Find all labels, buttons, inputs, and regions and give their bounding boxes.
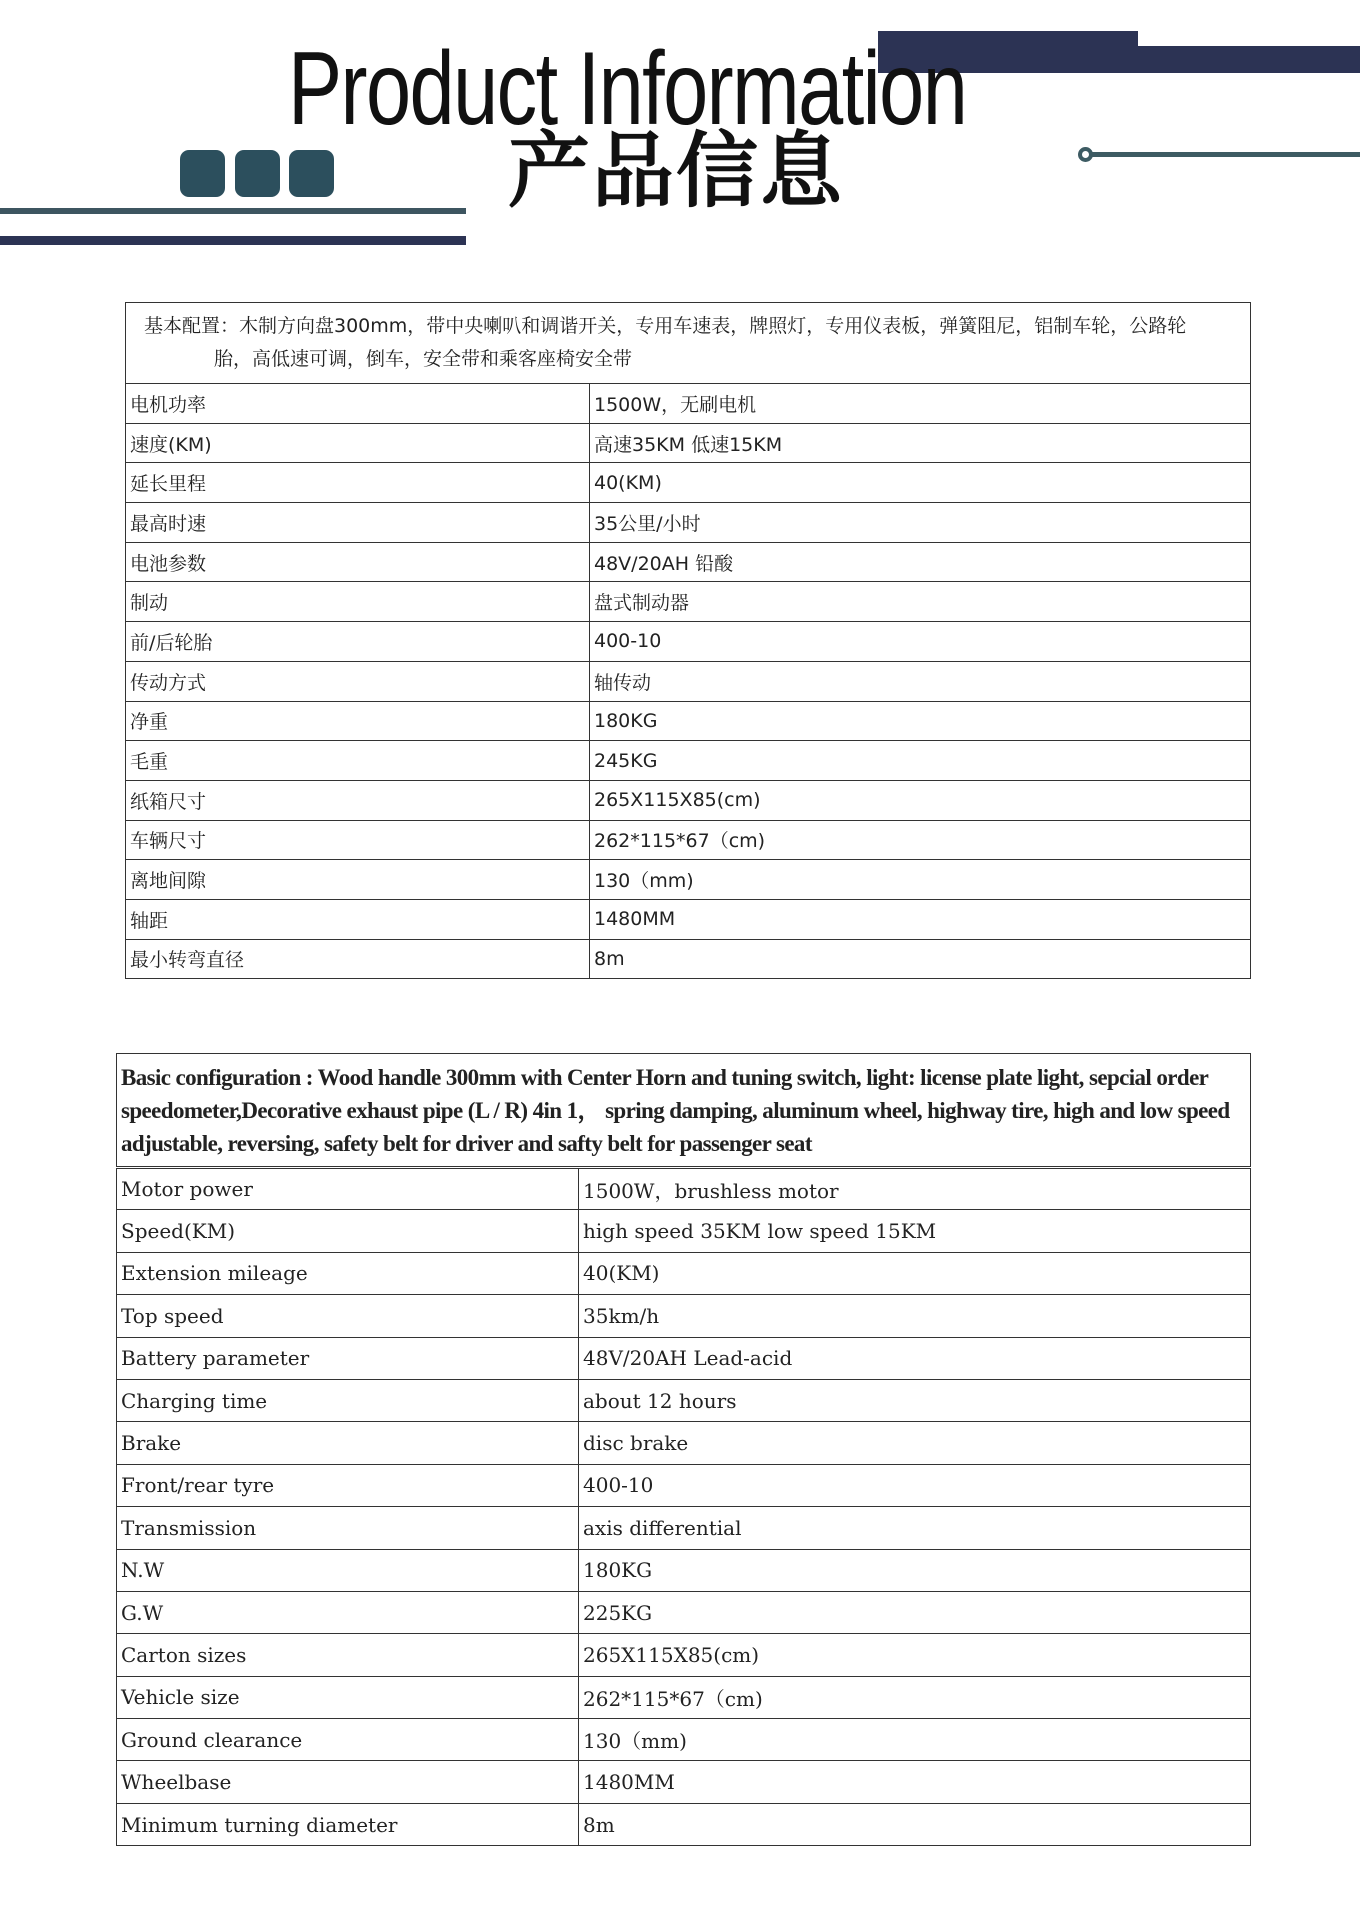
- table-row: [117, 1422, 1251, 1464]
- spec-label: Top speed: [117, 1295, 579, 1337]
- table-row: [126, 503, 1251, 543]
- spec-label: Ground clearance: [117, 1719, 579, 1761]
- table-row: [117, 1379, 1251, 1421]
- table-row: [117, 1252, 1251, 1294]
- spec-value: axis differential: [579, 1507, 1251, 1549]
- spec-label: 电机功率: [126, 384, 590, 424]
- spec-value: 48V/20AH Lead-acid: [579, 1337, 1251, 1379]
- table-row: [126, 939, 1251, 979]
- spec-value: 轴传动: [590, 661, 1251, 701]
- spec-value: 180KG: [579, 1549, 1251, 1591]
- spec-label: 速度(KM): [126, 423, 590, 463]
- table-row: [117, 1803, 1251, 1845]
- spec-label: 轴距: [126, 899, 590, 939]
- spec-value: 8m: [590, 939, 1251, 979]
- square-decoration: [180, 150, 225, 197]
- table-row: [126, 780, 1251, 820]
- spec-value: disc brake: [579, 1422, 1251, 1464]
- spec-label: G.W: [117, 1591, 579, 1633]
- spec-value: 40(KM): [579, 1252, 1251, 1294]
- table-row: [117, 1168, 1251, 1210]
- spec-value: 400-10: [590, 622, 1251, 662]
- table-row: [126, 899, 1251, 939]
- spec-label: Carton sizes: [117, 1634, 579, 1676]
- spec-value: 225KG: [579, 1591, 1251, 1633]
- spec-label: 净重: [126, 701, 590, 741]
- spec-value: 高速35KM 低速15KM: [590, 423, 1251, 463]
- spec-label: 最高时速: [126, 503, 590, 543]
- basic-config-cell: [126, 303, 1251, 384]
- table-row: [117, 1210, 1251, 1252]
- square-decoration: [235, 150, 280, 197]
- spec-value: 1500W，brushless motor: [579, 1168, 1251, 1210]
- spec-value: about 12 hours: [579, 1379, 1251, 1421]
- spec-value: 130（mm): [579, 1719, 1251, 1761]
- table-row: [126, 582, 1251, 622]
- spec-label: Minimum turning diameter: [117, 1803, 579, 1845]
- teal-line-decoration-left: [0, 208, 466, 214]
- table-row: [126, 860, 1251, 900]
- spec-table-chinese: [125, 302, 1251, 979]
- spec-value: high speed 35KM low speed 15KM: [579, 1210, 1251, 1252]
- spec-label: Transmission: [117, 1507, 579, 1549]
- table-row: [126, 820, 1251, 860]
- table-row: [117, 1295, 1251, 1337]
- table-row: [126, 542, 1251, 582]
- spec-value: 245KG: [590, 741, 1251, 781]
- table-row: [126, 384, 1251, 424]
- basic-config-text-cont: 胎，高低速可调，倒车，安全带和乘客座椅安全带: [214, 348, 633, 370]
- spec-table-english: [116, 1053, 1251, 1846]
- spec-label: 车辆尺寸: [126, 820, 590, 860]
- page-title-chinese: 产品信息: [508, 124, 845, 219]
- spec-label: Vehicle size: [117, 1676, 579, 1718]
- spec-label: 延长里程: [126, 463, 590, 503]
- spec-label: Wheelbase: [117, 1761, 579, 1803]
- table-row: [117, 1676, 1251, 1718]
- table-row: [126, 661, 1251, 701]
- table-row: [126, 701, 1251, 741]
- table-row: [117, 1464, 1251, 1506]
- spec-label: 电池参数: [126, 542, 590, 582]
- basic-config-text: Basic configuration : Wood handle 300mm with Center Horn and tuning switch, light: license plate light, sepcial order speedometer,Decorative exhaust pipe (L / R) 4in 1， spring damping, aluminum wheel, highway tire, high and low speed adjustable, reversing, safety belt for driver and safty belt for passenger seat: [121, 1064, 1230, 1156]
- spec-label: 离地间隙: [126, 860, 590, 900]
- spec-label: 前/后轮胎: [126, 622, 590, 662]
- spec-value: 35km/h: [579, 1295, 1251, 1337]
- table-row: [117, 1507, 1251, 1549]
- teal-line-decoration: [1092, 152, 1360, 157]
- table-row: [117, 1761, 1251, 1803]
- spec-value: 1500W，无刷电机: [590, 384, 1251, 424]
- navy-banner-decoration-step: [1100, 46, 1360, 73]
- spec-label: 制动: [126, 582, 590, 622]
- spec-value: 1480MM: [579, 1761, 1251, 1803]
- spec-label: 纸箱尺寸: [126, 780, 590, 820]
- spec-value: 1480MM: [590, 899, 1251, 939]
- table-row: [126, 463, 1251, 503]
- circle-decoration: [1078, 147, 1093, 162]
- table-row: [126, 423, 1251, 463]
- spec-label: Front/rear tyre: [117, 1464, 579, 1506]
- spec-label: Brake: [117, 1422, 579, 1464]
- spec-value: 48V/20AH 铅酸: [590, 542, 1251, 582]
- basic-config-text: 基本配置：木制方向盘300mm，带中央喇叭和调谐开关，专用车速表，牌照灯，专用仪表板，弹簧阻尼，铝制车轮，公路轮: [144, 315, 1187, 337]
- spec-value: 265X115X85(cm): [579, 1634, 1251, 1676]
- table-row: [126, 622, 1251, 662]
- spec-label: Charging time: [117, 1379, 579, 1421]
- spec-label: 最小转弯直径: [126, 939, 590, 979]
- table-row: [117, 1591, 1251, 1633]
- square-decoration: [289, 150, 334, 197]
- table-row: [126, 741, 1251, 781]
- spec-value: 35公里/小时: [590, 503, 1251, 543]
- spec-label: 传动方式: [126, 661, 590, 701]
- spec-label: Extension mileage: [117, 1252, 579, 1294]
- basic-config-cell: [117, 1054, 1251, 1168]
- table-row: [117, 1337, 1251, 1379]
- table-row: [117, 1634, 1251, 1676]
- spec-value: 40(KM): [590, 463, 1251, 503]
- spec-value: 265X115X85(cm): [590, 780, 1251, 820]
- page-title-english: Product Information: [288, 31, 967, 147]
- navy-line-decoration-left: [0, 236, 466, 245]
- spec-value: 400-10: [579, 1464, 1251, 1506]
- spec-value: 262*115*67（cm): [590, 820, 1251, 860]
- table-row: [117, 1549, 1251, 1591]
- spec-value: 8m: [579, 1803, 1251, 1845]
- spec-value: 262*115*67（cm): [579, 1676, 1251, 1718]
- spec-label: N.W: [117, 1549, 579, 1591]
- spec-label: Speed(KM): [117, 1210, 579, 1252]
- spec-label: 毛重: [126, 741, 590, 781]
- spec-label: Battery parameter: [117, 1337, 579, 1379]
- spec-value: 盘式制动器: [590, 582, 1251, 622]
- spec-label: Motor power: [117, 1168, 579, 1210]
- spec-value: 180KG: [590, 701, 1251, 741]
- spec-value: 130（mm): [590, 860, 1251, 900]
- table-row: [117, 1719, 1251, 1761]
